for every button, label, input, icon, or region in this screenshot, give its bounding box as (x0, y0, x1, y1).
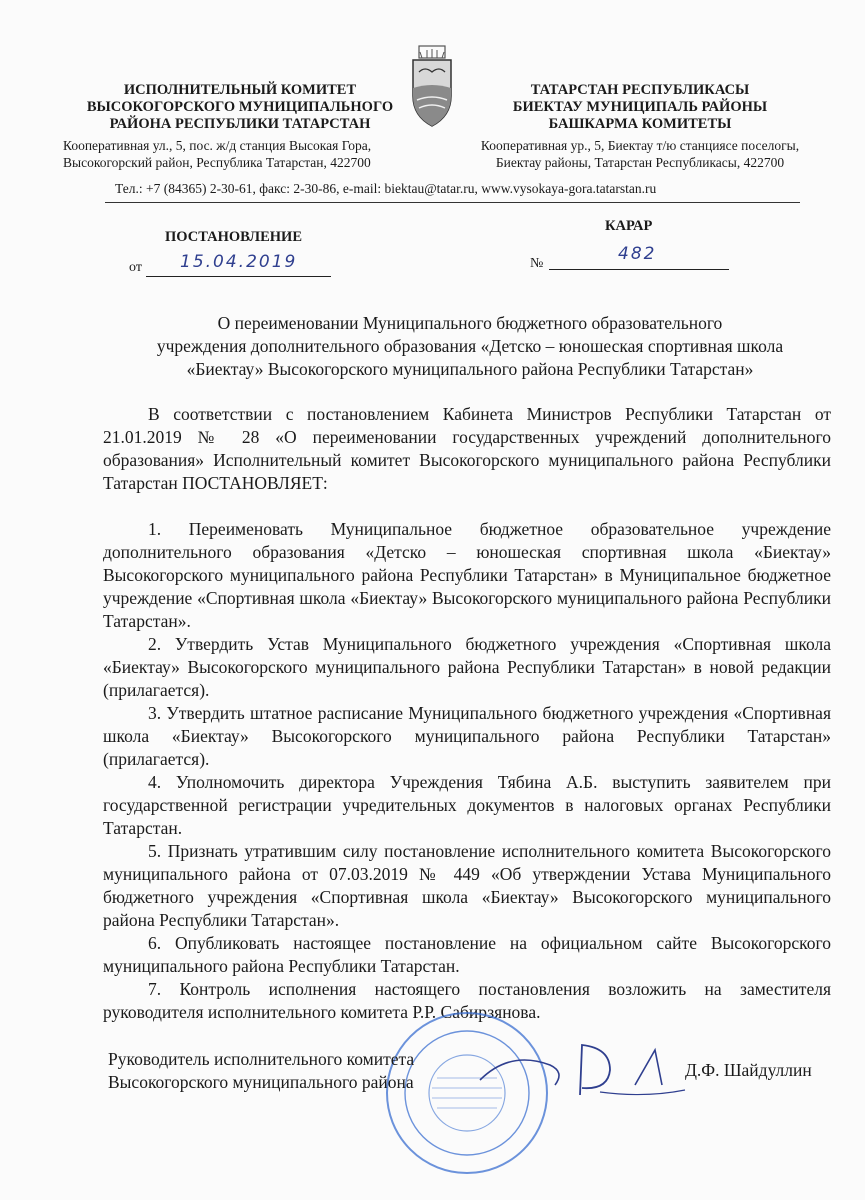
resolution-item-5: 5. Признать утратившим силу постановление исполнительного комитета Высокогорского муниципального района от 07.03.2019 № 449 «Об утверждении Устава Муниципального бюджетного учреждения «Спортивная школа «Биектау» Высокогорского муниципального района Республики Татарстан». (103, 841, 831, 930)
header-right-address (460, 137, 820, 171)
resolution-item-1: 1. Переименовать Муниципальное бюджетное образовательное учреждение дополнительного образования «Детско – юношеская спортивная школа «Биектау» Высокогорского муниципального района Республики Татарстан» в Муниципальное бюджетное учреждение «Спортивная школа «Биектау» Высокогорского муниципального района Республики Татарстан». (103, 519, 831, 631)
header-right-block (460, 82, 820, 171)
header-left-title-line: ИСПОЛНИТЕЛЬНЫЙ КОМИТЕТ (123, 82, 357, 98)
handwritten-signature (470, 1040, 700, 1100)
header-left-title-line: ВЫСОКОГОРСКОГО МУНИЦИПАЛЬНОГО (86, 99, 394, 115)
header-left-block (55, 82, 425, 171)
header-right-address-line: Биектау районы, Татарстан Республикасы, 422700 (495, 155, 785, 170)
number-value: 482 (618, 244, 657, 264)
header-right-title-line: БИЕКТАУ МУНИЦИПАЛЬ РАЙОНЫ (512, 99, 768, 115)
resolution-item-2: 2. Утвердить Устав Муниципального бюджетного учреждения «Спортивная школа «Биектау» Высокогорского муниципального района Республики Татарстан» в новой редакции (прилагается). (103, 634, 831, 700)
document-body (103, 403, 831, 1024)
doc-type-tt: КАРАР (605, 218, 653, 234)
signatory-name: Д.Ф. Шайдуллин (685, 1060, 812, 1080)
resolution-item-6: 6. Опубликовать настоящее постановление на официальном сайте Высокогорского муниципального района Республики Татарстан. (103, 933, 831, 976)
header-left-title (55, 82, 425, 133)
header-left-address-line: Высокогорский район, Республика Татарстан, 422700 (63, 155, 371, 170)
subject-line: учреждения дополнительного образования «Детско – юношеская спортивная школа (156, 336, 784, 356)
signatory-position (108, 1048, 414, 1094)
number-label: № (530, 256, 544, 271)
header-left-title-line: РАЙОНА РЕСПУБЛИКИ ТАТАРСТАН (109, 116, 371, 132)
document-subject (110, 312, 830, 381)
header-right-title-line: БАШКАРМА КОМИТЕТЫ (548, 116, 732, 132)
number-underline (549, 269, 729, 270)
subject-line: О переименовании Муниципального бюджетного образовательного (217, 313, 723, 333)
signatory-position-line: Руководитель исполнительного комитета (108, 1049, 415, 1069)
header-right-address-line: Кооперативная ур., 5, Биектау т/ю станциясе поселогы, (480, 138, 800, 153)
coat-of-arms-emblem-icon (405, 44, 459, 132)
header-divider (105, 202, 800, 203)
header-contacts: Тел.: +7 (84365) 2-30-61, факс: 2-30-86, e-mail: biektau@tatar.ru, www.vysokaya-gora.tatarstan.ru (115, 181, 657, 196)
header-right-title (460, 82, 820, 133)
header-left-address-line: Кооперативная ул., 5, пос. ж/д станция Высокая Гора, (63, 138, 372, 153)
preamble-paragraph: В соответствии с постановлением Кабинета Министров Республики Татарстан от 21.01.2019 № 28 «О переименовании государственных учреждений дополнительного образования» Исполнительный комитет Высокогорского муниципального района Республики Татарстан ПОСТАНОВЛЯЕТ: (103, 404, 831, 493)
resolution-item-7: 7. Контроль исполнения настоящего постановления возложить на заместителя руководителя исполнительного комитета Р.Р. Сабирзянова. (103, 979, 831, 1022)
signatory-position-line: Высокогорского муниципального района (108, 1072, 414, 1092)
resolution-item-3: 3. Утвердить штатное расписание Муниципального бюджетного учреждения «Спортивная школа «Биектау» Высокогорского муниципального района Республики Татарстан» (прилагается). (103, 703, 831, 769)
header-left-address (55, 137, 425, 171)
date-underline (146, 276, 331, 277)
doc-type-ru: ПОСТАНОВЛЕНИЕ (165, 229, 303, 245)
resolution-item-4: 4. Уполномочить директора Учреждения Тябина А.Б. выступить заявителем при государственной регистрации учредительных документов в налоговых органах Республики Татарстан. (103, 772, 831, 838)
subject-line: «Биектау» Высокогорского муниципального района Республики Татарстан» (186, 359, 754, 379)
date-label: от (129, 260, 142, 275)
header-right-title-line: ТАТАРСТАН РЕСПУБЛИКАСЫ (530, 82, 750, 98)
date-value: 15.04.2019 (180, 252, 298, 272)
